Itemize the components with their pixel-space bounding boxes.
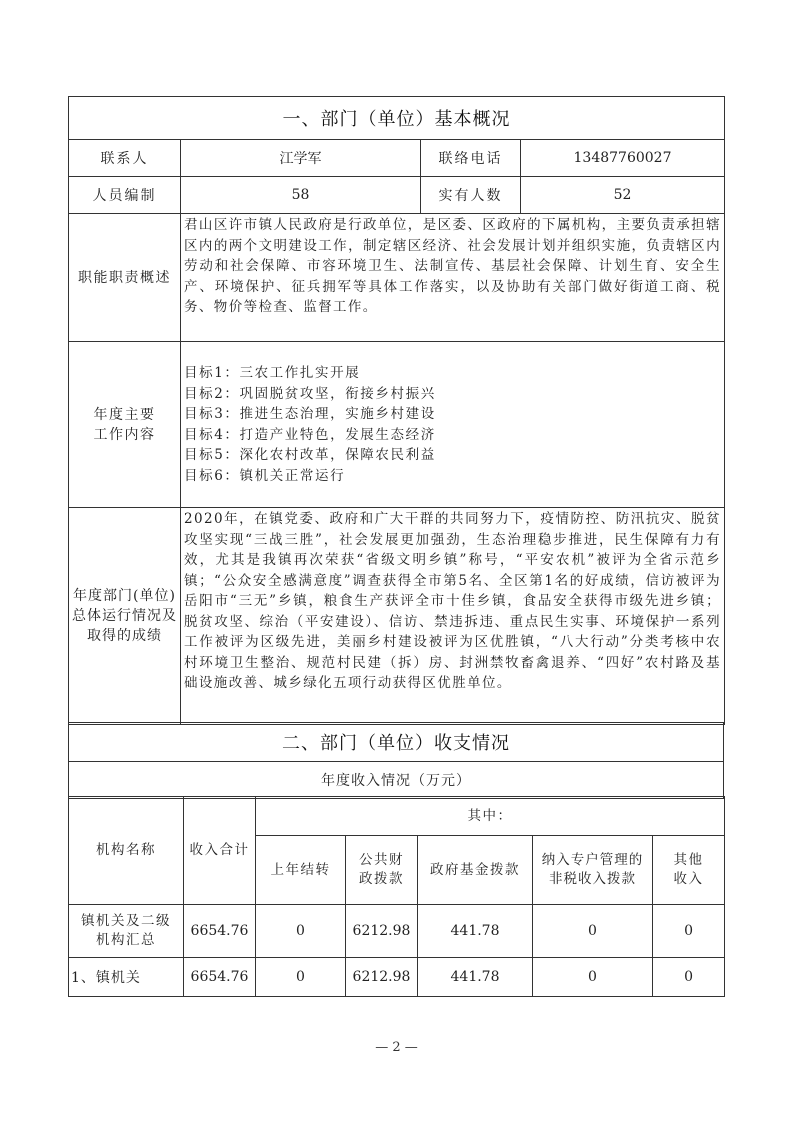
row-gov-fund: 441.78 bbox=[418, 905, 533, 958]
goal-item: 目标6：镇机关正常运行 bbox=[184, 467, 346, 484]
staff-quota-value: 58 bbox=[181, 177, 421, 214]
goals-list bbox=[181, 342, 725, 508]
row-org-name bbox=[69, 905, 184, 958]
section-2-header-table bbox=[68, 722, 724, 799]
row-nontax: 0 bbox=[533, 958, 653, 997]
row-org-name-line2: 机构汇总 bbox=[96, 932, 156, 948]
row-total: 6654.76 bbox=[184, 958, 256, 997]
performance-label-line1: 年度部门(单位) bbox=[73, 588, 176, 604]
header-other-line1: 其他 bbox=[673, 852, 704, 868]
work-label-line1: 年度主要 bbox=[93, 406, 156, 423]
row-org-name: 1、镇机关 bbox=[69, 958, 184, 997]
work-content-label bbox=[69, 342, 181, 508]
goal-item: 目标3：推进生态治理，实施乡村建设 bbox=[184, 406, 436, 422]
row-other: 0 bbox=[653, 958, 725, 997]
header-org-name: 机构名称 bbox=[69, 797, 184, 905]
header-carryover: 上年结转 bbox=[256, 836, 346, 905]
goal-item: 目标1：三农工作扎实开展 bbox=[184, 365, 361, 381]
actual-staff-label: 实有人数 bbox=[421, 177, 521, 214]
table-row bbox=[69, 958, 725, 997]
header-other-line2: 收入 bbox=[673, 871, 704, 887]
header-public-finance-line1: 公共财 bbox=[359, 852, 404, 868]
staff-quota-label: 人员编制 bbox=[69, 177, 181, 214]
row-carryover: 0 bbox=[256, 958, 346, 997]
contact-label: 联系人 bbox=[69, 140, 181, 177]
section-2-title: 二、部门（单位）收支情况 bbox=[69, 723, 724, 762]
header-gov-fund: 政府基金拨款 bbox=[418, 836, 533, 905]
row-public-finance: 6212.98 bbox=[346, 905, 418, 958]
goal-item: 目标5：深化农村改革，保障农民利益 bbox=[184, 447, 436, 463]
header-public-finance-line2: 政拨款 bbox=[359, 871, 404, 887]
performance-label-line3: 取得的成绩 bbox=[87, 628, 162, 644]
duties-text: 君山区许市镇人民政府是行政单位，是区委、区政府的下属机构，主要负责承担辖区内的两个文明建设工作，制定辖区经济、社会发展计划并组织实施，负责辖区内劳动和社会保障、市容环境卫生、法制宣传、基层社会保障、计划生育、安全生产、环境保护、征兵拥军等具体工作落实，以及协助有关部门做好街道工商、税务、物价等检查、监督工作。 bbox=[181, 214, 725, 342]
duties-label: 职能职责概述 bbox=[69, 214, 181, 342]
header-nontax-line1: 纳入专户管理的 bbox=[541, 852, 644, 868]
performance-text: 2020年，在镇党委、政府和广大干群的共同努力下，疫情防控、防汛抗灾、脱贫攻坚实现“三战三胜”，社会发展更加强劲，生态治理稳步推进，民生保障有力有效，尤其是我镇再次荣获“省级文明乡镇”称号，“平安农机”被评为全省示范乡镇；“公众安全感满意度”调查获得全市第5名、全区第1名的好成绩，信访被评为岳阳市“三无”乡镇，粮食生产获评全市十佳乡镇，食品安全获得市级先进乡镇；脱贫攻坚、综治（平安建设）、信访、禁违拆违、重点民生实事、环境保护一系列工作被评为区级先进，美丽乡村建设被评为区优胜镇，“八大行动”分类考核中农村环境卫生整治、规范村民建（拆）房、封洲禁牧畜禽退养、“四好”农村路及基础设施改善、城乡绿化五项行动获得区优胜单位。 bbox=[181, 508, 725, 725]
section-1-title: 一、部门（单位）基本概况 bbox=[69, 97, 725, 140]
row-total: 6654.76 bbox=[184, 905, 256, 958]
header-total-income: 收入合计 bbox=[184, 797, 256, 905]
row-other: 0 bbox=[653, 905, 725, 958]
work-label-line2: 工作内容 bbox=[93, 426, 156, 443]
header-other bbox=[653, 836, 725, 905]
row-public-finance: 6212.98 bbox=[346, 958, 418, 997]
actual-staff-value: 52 bbox=[521, 177, 725, 214]
row-gov-fund: 441.78 bbox=[418, 958, 533, 997]
phone-value: 13487760027 bbox=[521, 140, 725, 177]
performance-label bbox=[69, 508, 181, 725]
row-nontax: 0 bbox=[533, 905, 653, 958]
page-number: — 2 — bbox=[375, 1040, 418, 1055]
income-table-title: 年度收入情况（万元） bbox=[69, 762, 724, 799]
phone-label: 联络电话 bbox=[421, 140, 521, 177]
goal-item: 目标4：打造产业特色，发展生态经济 bbox=[184, 426, 436, 443]
header-of-which: 其中： bbox=[256, 797, 725, 836]
row-org-name-line1: 镇机关及二级 bbox=[81, 913, 171, 929]
performance-label-line2: 总体运行情况及 bbox=[72, 608, 177, 624]
basic-info-table bbox=[68, 96, 725, 725]
income-table bbox=[68, 796, 725, 997]
header-nontax-line2: 非税收入拨款 bbox=[549, 871, 636, 887]
goal-item: 目标2：巩固脱贫攻坚，衔接乡村振兴 bbox=[184, 385, 436, 402]
row-carryover: 0 bbox=[256, 905, 346, 958]
table-row bbox=[69, 905, 725, 958]
header-nontax bbox=[533, 836, 653, 905]
header-public-finance bbox=[346, 836, 418, 905]
contact-value: 江学军 bbox=[181, 140, 421, 177]
